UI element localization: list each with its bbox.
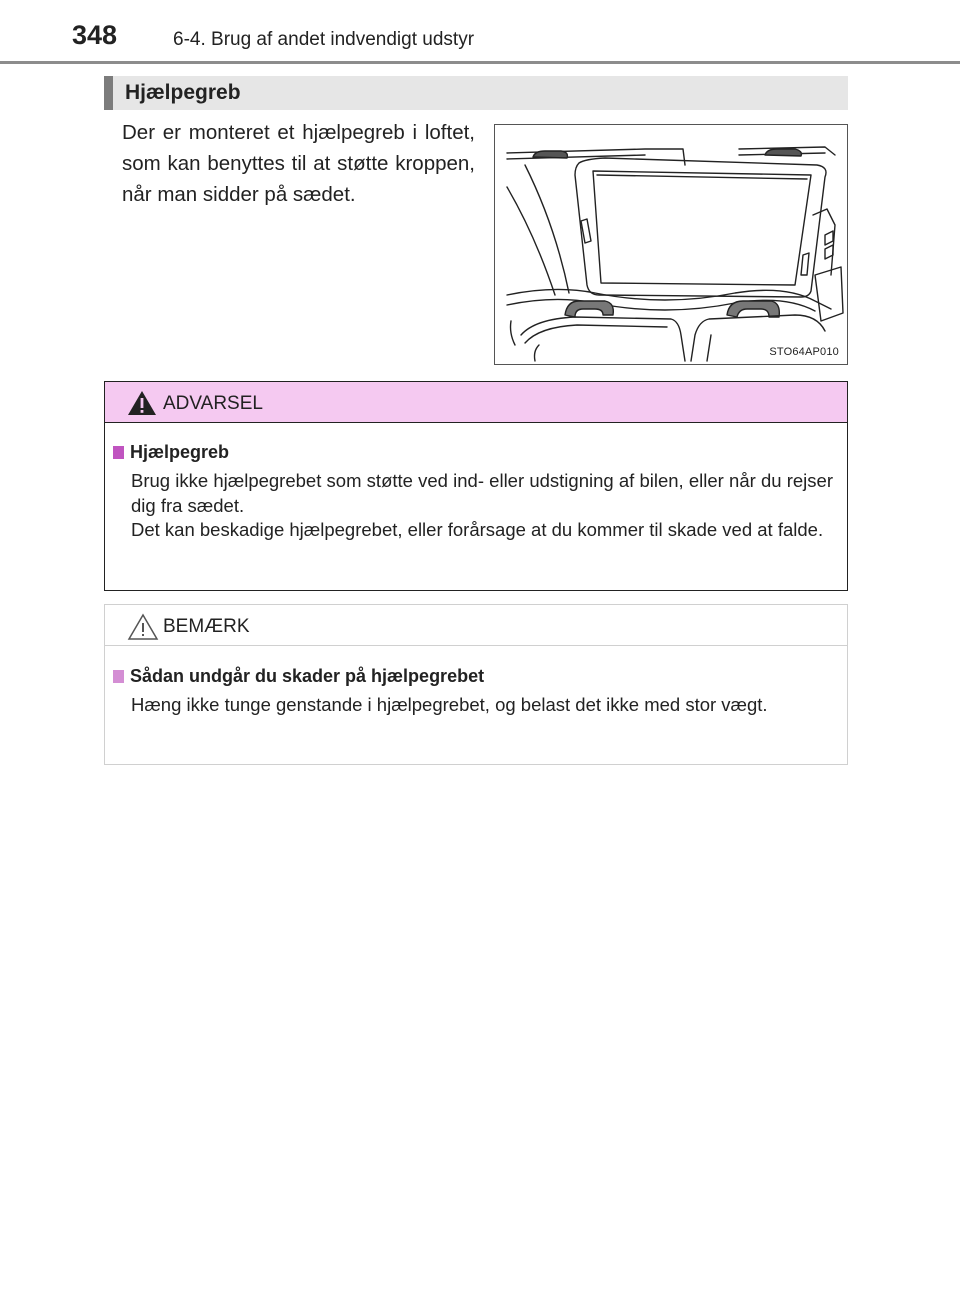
warning-subheading	[113, 442, 229, 463]
caution-triangle-outline-icon	[127, 613, 159, 641]
warning-header	[105, 382, 847, 423]
assist-grip-illustration	[494, 124, 848, 365]
warning-text-2: Det kan beskadige hjælpegrebet, eller forårsage at du kommer til skade ved at falde.	[131, 519, 824, 540]
notice-text: Hæng ikke tunge genstande i hjælpegrebet, og belast det ikke med stor vægt.	[131, 694, 768, 715]
notice-subheading-text: Sådan undgår du skader på hjælpegrebet	[130, 666, 485, 686]
warning-triangle-icon	[127, 390, 157, 416]
car-ceiling-drawing	[495, 125, 847, 364]
intro-text: Der er monteret et hjælpegreb i loftet, som kan benyttes til at støtte kroppen, når man sidder på sædet.	[122, 121, 475, 206]
notice-box	[104, 604, 848, 765]
warning-box	[104, 381, 848, 591]
figure-code: STO64AP010	[769, 346, 839, 358]
notice-label: BEMÆRK	[163, 616, 250, 637]
chapter-title: 6-4. Brug af andet indvendigt udstyr	[173, 29, 475, 50]
notice-header	[105, 605, 847, 646]
warning-label: ADVARSEL	[163, 393, 263, 414]
notice-subheading	[113, 666, 484, 687]
warning-subheading-text: Hjælpegreb	[130, 442, 230, 462]
section-heading	[104, 76, 848, 110]
warning-text-1: Brug ikke hjælpegrebet som støtte ved ind- eller udstigning af bilen, eller når du rejser dig fra sædet.	[131, 470, 833, 516]
bullet-square-icon	[113, 446, 124, 459]
page-number: 348	[72, 20, 118, 50]
header-rule	[0, 61, 960, 64]
bullet-square-icon	[113, 670, 124, 683]
section-title: Hjælpegreb	[125, 81, 241, 104]
